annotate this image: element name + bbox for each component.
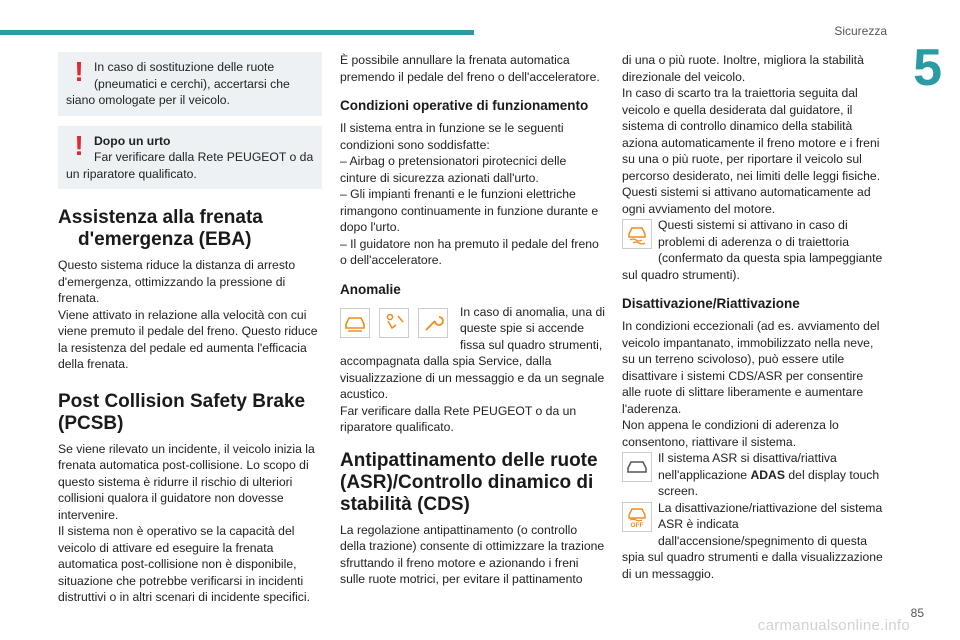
note-text: In caso di sostituzione delle ruote (pneumatici e cerchi), accertarsi che siano omologate per il veicolo. — [66, 60, 290, 107]
paragraph: In caso di anomalia, una di queste spie si accende fissa sul quadro strumenti, accompagnata dalla spia Service, dalla visualizzazione di un messaggio e da un segnale acustico. — [340, 304, 605, 401]
warning-lamp-group — [340, 306, 454, 340]
paragraph: In caso di scarto tra la traiettoria seguita dal veicolo e quella desiderata dal guidatore, il sistema di controllo dinamico della stabilità aziona automaticamente il freno motore e i freni su una o più ruote, per riportare il veicolo sul percorso desiderato, nei limiti delle leggi fisiche. — [622, 86, 881, 183]
paragraph: Non appena le condizioni di aderenza lo consentono, riattivare il sistema. — [622, 418, 839, 449]
warning-note-crash — [58, 126, 322, 190]
list-item: – Airbag o pretensionatori pirotecnici delle cinture di sicurezza azionati dall'urto. — [340, 154, 567, 185]
paragraph — [622, 450, 884, 500]
chapter-number: 5 — [913, 39, 942, 97]
section-title: Sicurezza — [834, 24, 887, 38]
paragraph: Questo sistema riduce la distanza di arresto d'emergenza, ottimizzando la pressione di frenata. — [58, 258, 296, 305]
paragraph: La regolazione antipattinamento (o controllo della trazione) consente di ottimizzare la trazione sfruttando il freno motore e azionando i freni sulle ruote motrici, per evitare il pattinamento — [340, 522, 605, 586]
heading-eba — [58, 207, 322, 251]
list-item: – Il guidatore non ha premuto il pedale del freno o dell'acceleratore. — [340, 236, 599, 267]
off-label: OFF — [630, 521, 644, 528]
exclamation-icon: ! — [74, 56, 84, 87]
wrench-warning-icon — [418, 308, 448, 338]
paragraph: Il sistema non è operativo se la capacità del veicolo di attivare ed eseguire la frenata automatica post-collisione non è disponibile, situazione che potrebbe verificarsi in incidenti distruttivi o in altri scenari di incidente specifici. — [58, 524, 310, 604]
skid-off-warning-icon — [622, 502, 652, 532]
paragraph: Se viene rilevato un incidente, il veicolo inizia la frenata automatica post-collisione. Lo scopo di questo sistema è ridurre il rischio di ulteriori collisioni qualora il guidatore non dovesse intervenire. — [58, 441, 315, 522]
adas-label: ADAS — [750, 467, 785, 482]
paragraph: di una o più ruote. Inoltre, migliora la stabilità direzionale del veicolo. — [622, 53, 864, 84]
heading-operating-conditions: Condizioni operative di funzionamento — [340, 98, 589, 113]
paragraph: Il sistema entra in funzione se le seguenti condizioni sono soddisfatte: — [340, 121, 564, 152]
warning-note-wheels — [58, 52, 322, 116]
header-accent-bar — [0, 30, 474, 35]
paragraph: Questi sistemi si attivano automaticamente ad ogni avviamento del motore. — [622, 185, 871, 216]
heading-line: d'emergenza (EBA) — [78, 229, 252, 250]
paragraph: Far verificare dalla Rete PEUGEOT o da un riparatore qualificato. — [340, 403, 577, 434]
list-item: – Gli impianti frenanti e le funzioni elettriche rimangono continuamente in funzione durante e dopo l'urto. — [340, 187, 599, 234]
car-outline-icon — [622, 452, 652, 482]
airbag-warning-icon — [379, 308, 409, 338]
paragraph: La disattivazione/riattivazione del sistema ASR è indicata dall'accensione/spegnimento di questa spia sul quadro strumenti e dalla visualizzazione di un messaggio. — [622, 500, 883, 581]
text-run: del display touch screen. — [658, 467, 880, 498]
paragraph: È possibile annullare la frenata automatica premendo il pedale del freno o dell'acceleratore. — [340, 53, 600, 84]
heading-line: Antipattinamento delle ruote — [340, 449, 598, 471]
note-title: Dopo un urto — [94, 133, 171, 148]
heading-asr-cds — [340, 450, 606, 516]
heading-deactivation: Disattivazione/Riattivazione — [622, 296, 800, 311]
exclamation-icon: ! — [74, 129, 84, 161]
skid-warning-icon — [622, 219, 652, 249]
heading-anomalies: Anomalie — [340, 281, 401, 297]
paragraph: Viene attivato in relazione alla velocità con cui viene premuto il pedale del freno. Questo riduce la resistenza del pedale ed aumenta l'efficacia della frenata. — [58, 307, 318, 371]
column-3 — [622, 52, 884, 582]
heading-line: (ASR)/Controllo dinamico di — [340, 471, 594, 493]
watermark: carmanualsonline.info — [757, 617, 910, 634]
column-2 — [340, 52, 606, 588]
column-1 — [58, 52, 322, 606]
text-run: Il sistema ASR si disattiva/riattiva nell'applicazione — [658, 451, 837, 482]
page-number: 85 — [910, 606, 924, 620]
paragraph: In condizioni eccezionali (ad es. avviamento del veicolo impantanato, immobilizzato nella neve, su un terreno scivoloso), può essere utile disattivare i sistemi CDS/ASR per consentire alle ruote di slittare liberamente e aumentare l'aderenza. — [622, 319, 880, 416]
car-warning-icon — [340, 308, 370, 338]
heading-pcsb: Post Collision Safety Brake (PCSB) — [58, 390, 306, 434]
heading-line: Assistenza alla frenata — [58, 207, 263, 228]
paragraph: Questi sistemi si attivano in caso di problemi di aderenza o di traiettoria (confermato da questa spia lampeggiante sul quadro strumenti). — [622, 218, 883, 282]
note-text: Far verificare dalla Rete PEUGEOT o da un riparatore qualificato. — [66, 150, 314, 181]
heading-line: stabilità (CDS) — [340, 493, 470, 515]
